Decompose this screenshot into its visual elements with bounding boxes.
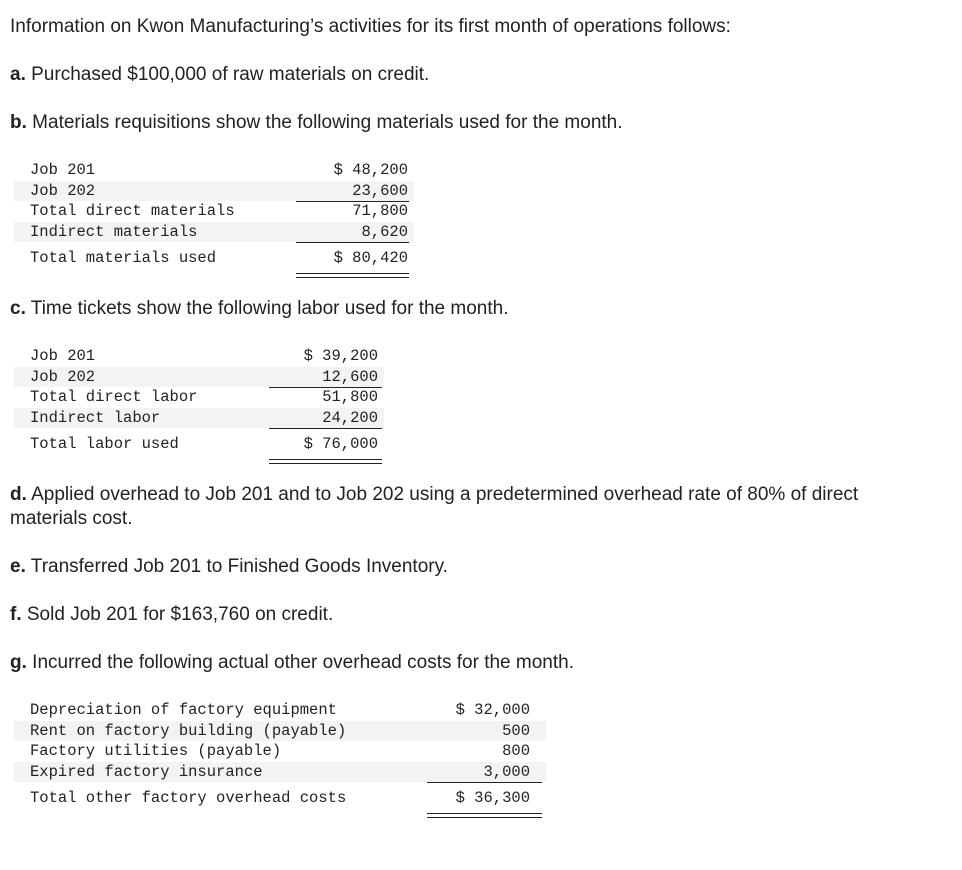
item-b-letter: b. bbox=[10, 112, 27, 133]
table-total-row bbox=[14, 248, 414, 269]
total-double-rule bbox=[427, 813, 542, 818]
item-a-text: Purchased $100,000 of raw materials on credit. bbox=[25, 64, 430, 85]
row-value: 8,620 bbox=[361, 222, 408, 241]
row-value: $ 48,200 bbox=[333, 161, 408, 179]
row-label: Job 201 bbox=[30, 161, 96, 179]
item-f-letter: f. bbox=[10, 604, 22, 625]
item-e bbox=[10, 555, 448, 579]
table-row bbox=[14, 387, 384, 408]
subtotal-rule bbox=[296, 201, 409, 202]
item-e-letter: e. bbox=[10, 556, 26, 577]
item-c-text: Time tickets show the following labor used for the month. bbox=[25, 298, 509, 319]
row-value: 3,000 bbox=[483, 762, 530, 781]
row-label: Indirect labor bbox=[30, 408, 161, 427]
row-label: Job 202 bbox=[30, 181, 96, 200]
row-value: $ 39,200 bbox=[303, 347, 378, 365]
item-a bbox=[10, 63, 429, 87]
row-label: Total direct labor bbox=[30, 388, 198, 406]
row-label: Indirect materials bbox=[30, 222, 198, 241]
item-a-letter: a. bbox=[10, 64, 26, 85]
table-row bbox=[14, 346, 384, 367]
table-row bbox=[14, 367, 384, 388]
row-value: 23,600 bbox=[352, 181, 408, 200]
row-label: Job 201 bbox=[30, 347, 96, 365]
overhead-table bbox=[14, 700, 546, 809]
table-total-row bbox=[14, 788, 546, 809]
row-value: $ 32,000 bbox=[455, 701, 530, 719]
materials-table bbox=[14, 160, 414, 269]
table-row bbox=[14, 741, 546, 762]
total-label: Total other factory overhead costs bbox=[30, 789, 347, 807]
total-value: $ 80,420 bbox=[333, 249, 408, 267]
item-g bbox=[10, 651, 574, 675]
total-value: $ 36,300 bbox=[455, 789, 530, 807]
row-label: Factory utilities (payable) bbox=[30, 742, 282, 760]
item-f-text: Sold Job 201 for $163,760 on credit. bbox=[21, 604, 334, 625]
labor-table bbox=[14, 346, 384, 455]
total-double-rule bbox=[269, 459, 382, 464]
row-label: Depreciation of factory equipment bbox=[30, 701, 337, 719]
item-e-text: Transferred Job 201 to Finished Goods Inventory. bbox=[25, 556, 448, 577]
item-d-letter: d. bbox=[10, 484, 27, 505]
item-b bbox=[10, 111, 623, 135]
item-d bbox=[10, 483, 940, 531]
table-row bbox=[14, 201, 414, 222]
table-row bbox=[14, 222, 414, 243]
row-value: 12,600 bbox=[322, 367, 378, 386]
row-value: 800 bbox=[502, 742, 530, 760]
row-value: 500 bbox=[502, 721, 530, 740]
table-total-row bbox=[14, 434, 384, 455]
table-row bbox=[14, 181, 414, 202]
subtotal-rule bbox=[269, 387, 382, 388]
item-c-letter: c. bbox=[10, 298, 26, 319]
item-c bbox=[10, 297, 509, 321]
table-row bbox=[14, 762, 546, 783]
item-b-text: Materials requisitions show the following materials used for the month. bbox=[26, 112, 623, 133]
subtotal-rule bbox=[427, 782, 542, 783]
subtotal-rule bbox=[296, 242, 409, 243]
subtotal-rule bbox=[269, 428, 382, 429]
row-label: Job 202 bbox=[30, 367, 96, 386]
item-g-letter: g. bbox=[10, 652, 27, 673]
row-value: 71,800 bbox=[352, 202, 408, 220]
row-label: Total direct materials bbox=[30, 202, 235, 220]
row-label: Expired factory insurance bbox=[30, 762, 263, 781]
item-g-text: Incurred the following actual other overhead costs for the month. bbox=[26, 652, 574, 673]
total-double-rule bbox=[296, 273, 409, 278]
total-label: Total materials used bbox=[30, 249, 217, 267]
item-d-text: Applied overhead to Job 201 and to Job 202 using a predetermined overhead rate of 80% of direct materials cost. bbox=[10, 484, 859, 529]
table-row bbox=[14, 408, 384, 429]
table-row bbox=[14, 700, 546, 721]
total-label: Total labor used bbox=[30, 435, 179, 453]
row-value: 51,800 bbox=[322, 388, 378, 406]
item-f bbox=[10, 603, 333, 627]
row-value: 24,200 bbox=[322, 408, 378, 427]
table-row bbox=[14, 160, 414, 181]
table-row bbox=[14, 721, 546, 742]
row-label: Rent on factory building (payable) bbox=[30, 721, 347, 740]
intro-text: Information on Kwon Manufacturing’s activities for its first month of operations follows: bbox=[10, 16, 731, 37]
total-value: $ 76,000 bbox=[303, 435, 378, 453]
